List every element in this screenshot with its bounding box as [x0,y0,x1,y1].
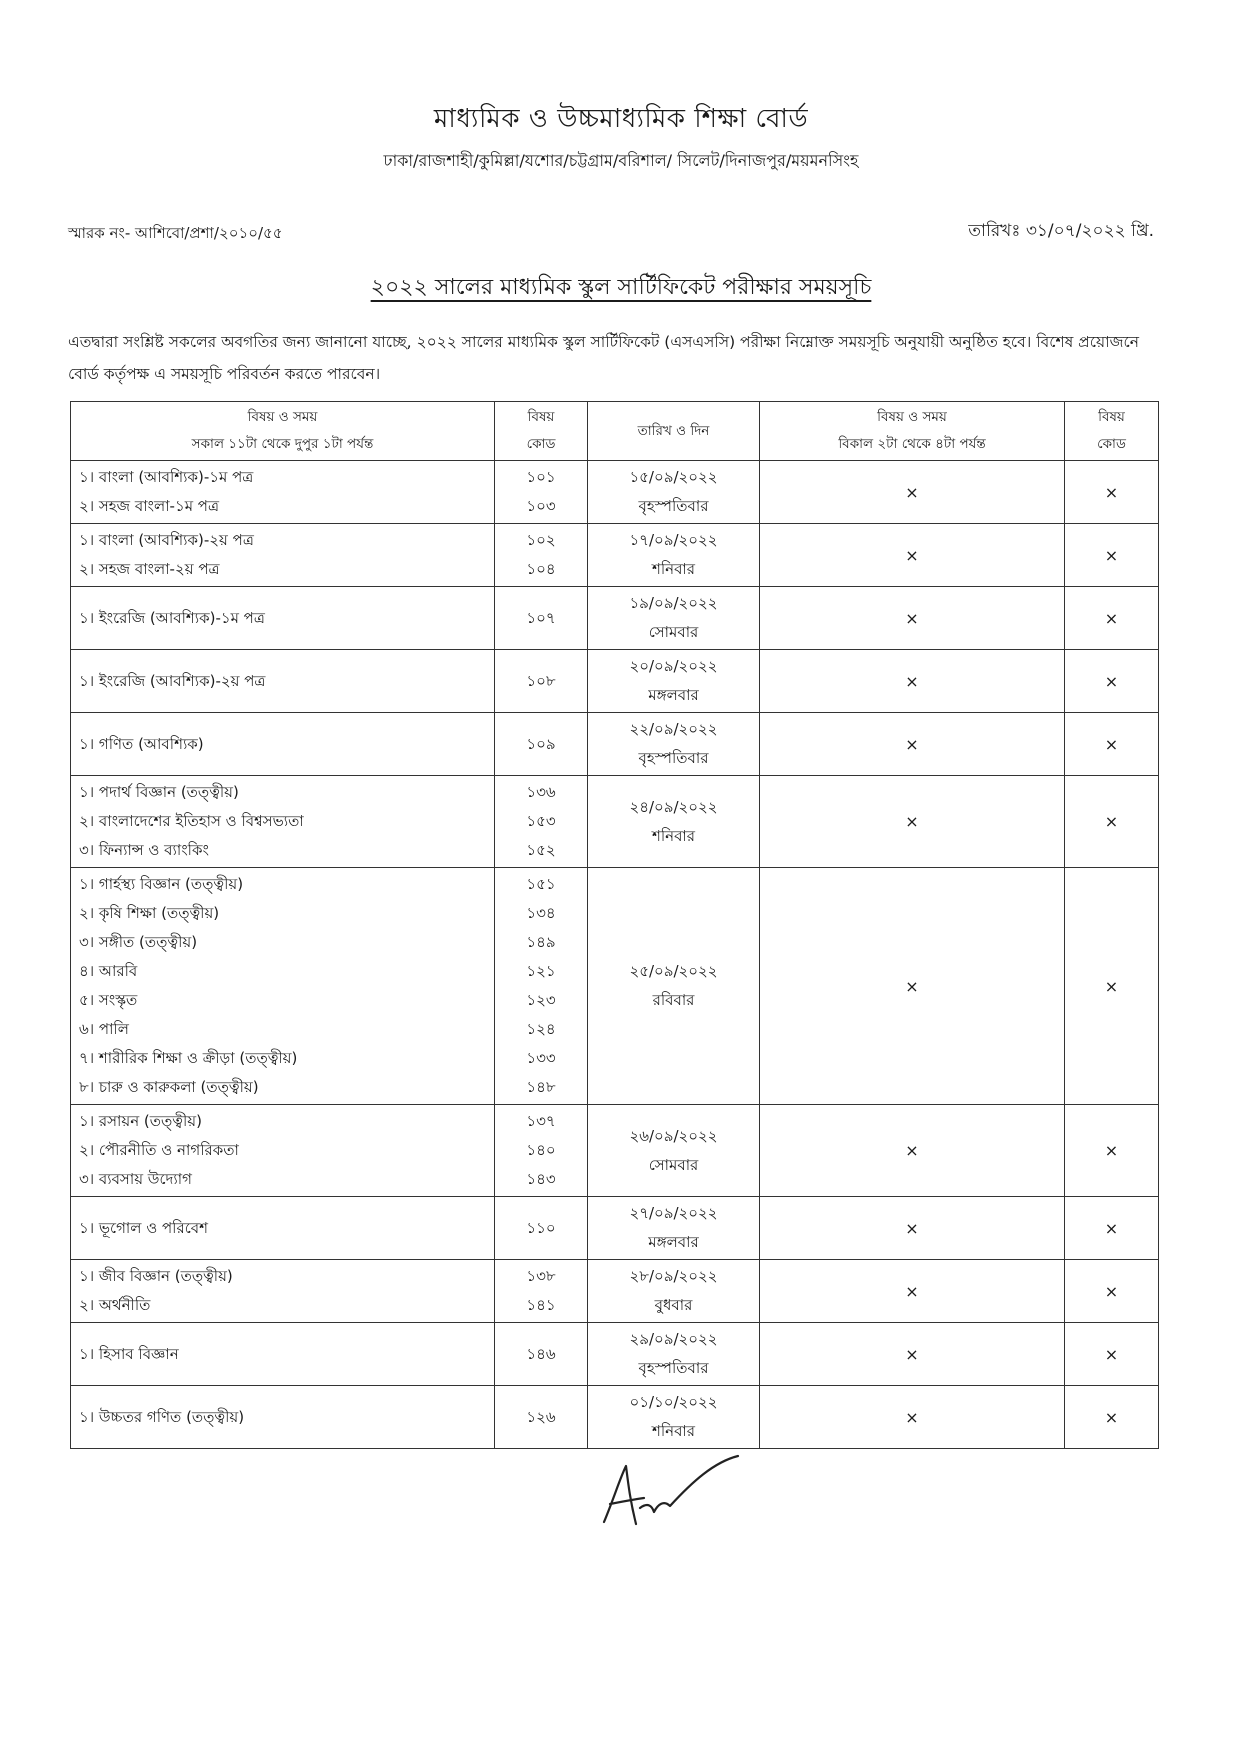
table-row [71,713,1159,776]
subject-name: ৩। সঙ্গীত (তত্ত্বীয়) [79,933,198,951]
exam-date: ২৫/০৯/২০২২ [629,962,718,980]
date-day-cell [588,1323,760,1386]
subject-code-cell [495,1197,588,1260]
exam-day: শনিবার [651,560,696,578]
exam-day: শনিবার [651,826,696,845]
subject-name: ১। গণিত (আবশ্যিক) [79,734,204,753]
subject-name: ১। ইংরেজি (আবশ্যিক)-১ম পত্র [79,608,265,627]
subject-name: ৭। শারীরিক শিক্ষা ও ক্রীড়া (তত্ত্বীয়) [79,1049,298,1067]
afternoon-subject-cell: × [760,1323,1065,1386]
subject-code: ১৪১ [526,1296,556,1314]
issue-date: তারিখঃ ৩১/০৭/২০২২ খ্রি. [968,221,1154,241]
subject-name: ৫। সংস্কৃত [79,991,138,1009]
subject-name: ৪। আরবি [79,962,138,980]
date-day-cell [588,713,760,776]
afternoon-code-cell: × [1065,1323,1159,1386]
exam-date: ২০/০৯/২০২২ [629,657,718,675]
subject-cell [71,1323,495,1386]
notice-paragraph: এতদ্বারা সংশ্লিষ্ট সকলের অবগতির জন্য জানানো যাচ্ছে, ২০২২ সালের মাধ্যমিক স্কুল সার্টিফিকেট (এসএসসি) পরীক্ষা নিম্নোক্ত সময়সূচি অনুযায়ী অনুষ্ঠিত হবে। বিশেষ প্রয়োজনে বোর্ড কর্তৃপক্ষ এ সময়সূচি পরিবর্তন করতে পারবেন। [68,333,1139,383]
table-row [71,1260,1159,1323]
date-day-cell [588,587,760,650]
header-code [495,402,588,461]
exam-date: ১৫/০৯/২০২২ [629,468,718,486]
exam-date: ০১/১০/২০২২ [629,1393,718,1411]
subject-name: ১। ভূগোল ও পরিবেশ [79,1218,208,1237]
exam-day: রবিবার [652,991,695,1009]
table-row [71,650,1159,713]
afternoon-code-cell: × [1065,650,1159,713]
subject-code: ১১০ [526,1218,556,1237]
afternoon-code-cell: × [1065,524,1159,587]
subject-name: ১। বাংলা (আবশ্যিক)-২য় পত্র [79,531,254,549]
header-code2-top: বিষয় [1098,409,1125,425]
afternoon-subject-cell: × [760,650,1065,713]
subject-code-cell [495,1260,588,1323]
subject-code-cell [495,776,588,868]
subject-name: ৬। পালি [79,1020,129,1038]
exam-date: ২২/০৯/২০২২ [629,720,718,738]
header-morning-time: সকাল ১১টা থেকে দুপুর ১টা পর্যন্ত [191,436,374,452]
afternoon-subject-cell: × [760,776,1065,868]
afternoon-subject-cell: × [760,1197,1065,1260]
header-code-top: বিষয় [527,409,555,425]
subject-name: ১। জীব বিজ্ঞান (তত্ত্বীয়) [79,1267,233,1285]
subject-code: ১২১ [526,962,556,980]
subject-code: ১৪৯ [526,933,556,951]
board-name: মাধ্যমিক ও উচ্চমাধ্যমিক শিক্ষা বোর্ড [433,104,809,134]
afternoon-code-cell: × [1065,713,1159,776]
subject-cell [71,524,495,587]
subject-cell [71,1260,495,1323]
date-day-cell [588,461,760,524]
subject-name: ৩। ফিন্যান্স ও ব্যাংকিং [79,841,209,859]
subject-name: ১। পদার্থ বিজ্ঞান (তত্ত্বীয়) [79,783,239,801]
header-morning [71,402,495,461]
date-day-cell [588,1260,760,1323]
afternoon-subject-cell: × [760,713,1065,776]
subject-name: ২। কৃষি শিক্ষা (তত্ত্বীয়) [79,904,220,922]
subject-name: ১। গার্হস্থ্য বিজ্ঞান (তত্ত্বীয়) [79,875,244,893]
subject-name: ১। ইংরেজি (আবশ্যিক)-২য় পত্র [79,671,266,690]
subject-name: ৮। চারু ও কারুকলা (তত্ত্বীয়) [79,1078,259,1096]
exam-date: ২৭/০৯/২০২২ [629,1204,718,1222]
subject-code: ১৩৭ [526,1112,556,1130]
exam-day: মঙ্গলবার [648,686,699,704]
exam-day: বুধবার [654,1296,693,1314]
header-afternoon [760,402,1065,461]
table-row [71,461,1159,524]
exam-date: ২৪/০৯/২০২২ [629,797,718,816]
table-row [71,868,1159,1105]
table-row [71,776,1159,868]
date-day-cell [588,1105,760,1197]
boards-list: ঢাকা/রাজশাহী/কুমিল্লা/যশোর/চট্টগ্রাম/বরিশাল/ সিলেট/দিনাজপুর/ময়মনসিংহ [383,151,859,170]
subject-cell [71,650,495,713]
header-code-2 [1065,402,1159,461]
table-row [71,1323,1159,1386]
subject-cell [71,1105,495,1197]
subject-name: ২। অর্থনীতি [79,1296,151,1314]
header-code-bottom: কোড [526,436,556,452]
afternoon-subject-cell: × [760,1386,1065,1449]
subject-name: ২। সহজ বাংলা-২য় পত্র [79,560,220,578]
exam-day: সোমবার [648,1155,699,1174]
afternoon-code-cell: × [1065,1260,1159,1323]
afternoon-subject-cell: × [760,524,1065,587]
subject-cell [71,868,495,1105]
subject-code: ১৩৪ [526,904,556,922]
exam-day: বৃহস্পতিবার [638,749,709,767]
header-code2-bottom: কোড [1097,436,1126,452]
subject-code: ১২৬ [526,1407,556,1426]
afternoon-code-cell: × [1065,1197,1159,1260]
table-row [71,1105,1159,1197]
table-row [71,1197,1159,1260]
subject-code: ১২৩ [526,991,556,1009]
subject-code: ১৪৩ [526,1170,556,1188]
subject-name: ১। বাংলা (আবশ্যিক)-১ম পত্র [79,468,254,486]
memo-number: স্মারক নং- আশিবো/প্রশা/২০১০/৫৫ [68,224,283,242]
subject-name: ৩। ব্যবসায় উদ্যোগ [79,1170,192,1188]
subject-code: ১০৮ [526,671,556,690]
subject-code: ১০২ [526,531,556,549]
date-day-cell [588,868,760,1105]
subject-name: ২। পৌরনীতি ও নাগরিকতা [79,1141,239,1159]
subject-code-cell [495,461,588,524]
header-date-day: তারিখ ও দিন [588,402,760,461]
subject-code-cell [495,650,588,713]
table-body [71,461,1159,1449]
subject-name: ২। সহজ বাংলা-১ম পত্র [79,497,219,515]
date-day-cell [588,1386,760,1449]
subject-cell [71,776,495,868]
subject-code-cell [495,1105,588,1197]
table-row [71,524,1159,587]
date-day-cell [588,650,760,713]
subject-code: ১২৪ [526,1020,556,1038]
subject-code: ১০৩ [526,497,556,515]
subject-name: ১। রসায়ন (তত্ত্বীয়) [79,1112,202,1130]
exam-schedule-table [70,401,1159,1449]
exam-day: মঙ্গলবার [648,1233,699,1251]
subject-code: ১০৪ [526,560,556,578]
signature-mark [596,1448,746,1538]
subject-code-cell [495,587,588,650]
subject-code-cell [495,524,588,587]
date-day-cell [588,1197,760,1260]
afternoon-subject-cell: × [760,587,1065,650]
exam-day: বৃহস্পতিবার [638,497,709,515]
subject-name: ২। বাংলাদেশের ইতিহাস ও বিশ্বসভ্যতা [79,812,304,830]
subject-cell [71,713,495,776]
exam-date: ২৮/০৯/২০২২ [629,1267,718,1285]
exam-date: ১৯/০৯/২০২২ [629,594,718,612]
afternoon-subject-cell: × [760,1260,1065,1323]
afternoon-subject-cell: × [760,461,1065,524]
afternoon-code-cell: × [1065,776,1159,868]
exam-date: ১৭/০৯/২০২২ [629,531,718,549]
schedule-title: ২০২২ সালের মাধ্যমিক স্কুল সার্টিফিকেট পরীক্ষার সময়সূচি [370,275,872,300]
subject-code: ১৪৬ [526,1344,556,1363]
subject-code-cell [495,1386,588,1449]
subject-code: ১০৭ [526,608,556,627]
afternoon-code-cell: × [1065,587,1159,650]
subject-code: ১৫৩ [526,812,556,830]
subject-code: ১৪৮ [526,1078,556,1096]
exam-date: ২৬/০৯/২০২২ [629,1126,718,1145]
subject-code: ১৫২ [526,841,556,859]
exam-day: বৃহস্পতিবার [638,1359,709,1377]
exam-day: সোমবার [648,623,699,641]
header-morning-subject: বিষয় ও সময় [247,409,318,425]
date-day-cell [588,524,760,587]
header-afternoon-subject: বিষয় ও সময় [877,409,947,425]
subject-name: ১। উচ্চতর গণিত (তত্ত্বীয়) [79,1407,245,1426]
exam-day: শনিবার [651,1422,696,1440]
subject-code: ১৩৮ [526,1267,556,1285]
table-row [71,1386,1159,1449]
afternoon-subject-cell: × [760,868,1065,1105]
afternoon-subject-cell: × [760,1105,1065,1197]
afternoon-code-cell: × [1065,1105,1159,1197]
subject-code: ১৩৬ [526,783,556,801]
subject-cell [71,587,495,650]
subject-code-cell [495,868,588,1105]
header-afternoon-time: বিকাল ২টা থেকে ৪টা পর্যন্ত [838,436,986,452]
table-row [71,587,1159,650]
subject-cell [71,461,495,524]
subject-code-cell [495,713,588,776]
exam-date: ২৯/০৯/২০২২ [629,1330,718,1348]
afternoon-code-cell: × [1065,868,1159,1105]
subject-name: ১। হিসাব বিজ্ঞান [79,1344,179,1363]
date-day-cell [588,776,760,868]
subject-code: ১০১ [526,468,556,486]
subject-cell [71,1386,495,1449]
afternoon-code-cell: × [1065,461,1159,524]
subject-code: ১০৯ [526,734,556,753]
subject-code: ১৩৩ [526,1049,556,1067]
afternoon-code-cell: × [1065,1386,1159,1449]
subject-code-cell [495,1323,588,1386]
subject-cell [71,1197,495,1260]
table-header-row [71,402,1159,461]
subject-code: ১৫১ [526,875,556,893]
subject-code: ১৪০ [526,1141,556,1159]
